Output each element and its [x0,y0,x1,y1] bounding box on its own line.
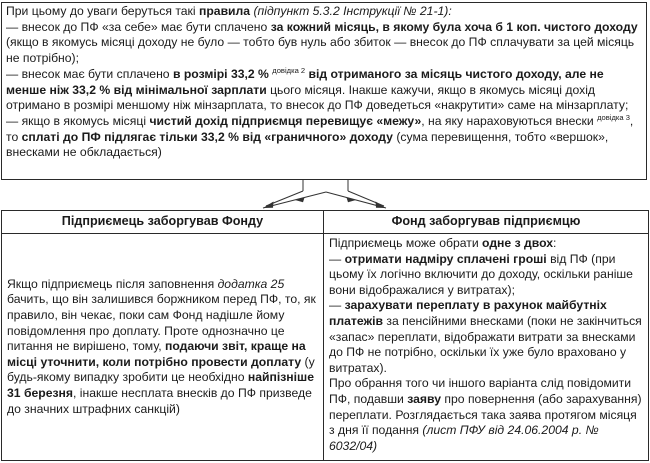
text-segment: за кожний місяць, в якому була хоча б 1 коп. чистого доходу [270,19,638,34]
text-segment: : [553,236,557,250]
text-segment: про повернення (або зарахування) переплати. Розглядається така заява протягом місяця з дня її подання [329,391,642,438]
cell-text-block [329,236,643,454]
text-segment: зарахувати переплату в рахунок майбутніх платежів [329,298,607,328]
cell-fund-owes-entrepreneur [324,234,649,461]
text-segment: правила [198,4,251,18]
text-segment: — [329,251,345,266]
text-segment: — якщо в якомусь місяці [6,113,150,128]
rules-box [1,2,647,180]
text-segment: Підприємець може обрати [329,236,483,250]
text-segment: заяву [407,391,442,406]
text-segment: Якщо підприємець після заповнення [7,276,218,291]
text-segment: (підпункт 5.3.2 Інструкції № 21-1): [253,4,452,18]
cell-text-block [7,277,318,417]
text-segment: найпізніше 31 березня [7,370,314,400]
text-segment: отримати надміру сплачені гроші [344,251,547,266]
footnote-superscript: довідка 3 [597,112,630,122]
text-segment: подаючи звіт, краще на місці уточнити, коли потрібно провести доплату [7,339,306,369]
comparison-table [1,210,649,461]
text-segment: цього місяця. Інакше кажучи, якщо в якомусь місяці дохід отримано в розмірі меншому ніж мінзарплата, то внесок до ПФ доведеться «накрутити» саме на мінзарплату; [6,82,629,113]
text-segment: за пенсійними внесками (поки не закінчиться «запас» переплати, відображати витрати за внесками до ПФ не потрібно, оскільки їх уже було враховано у витратах). [329,313,642,375]
arrowhead-right-tip-icon [376,202,387,209]
text-segment: в розмірі 33,2 % [172,66,273,81]
paragraph [6,4,642,20]
text-segment: При цьому до уваги беруться такі [6,4,199,18]
text-segment: бачить, що він залишився боржником перед ПФ, то, як правило, він чекає, поки сам Фонд надішле йому повідомлення про доплату. Проте однозначно це питання не вирішено, тому, [7,292,316,354]
table-header-row [2,211,649,234]
paragraph [7,277,318,417]
text-segment: Про обрання того чи іншого варіанта слід повідомити ПФ, подавши [329,376,632,406]
paragraph [329,236,643,252]
text-segment: від ПФ (при цьому їх логічно включити до доходу, оскільки раніше вони відображалися у витратах); [329,251,633,297]
arrowhead-right-mid-icon [347,198,357,203]
text-segment: від отриманого за місяць чистого доходу, але не менше ніж 33,2 % від мінімальної зарплати [6,66,604,97]
text-segment: (у будь-якому випадку зробити це необхідно [7,354,315,385]
split-arrow [0,180,650,210]
table-body-row [2,234,649,461]
text-segment: сплаті до ПФ підлягає тільки 33,2 % від «граничного» доходу [21,129,393,144]
text-segment: — внесок має бути сплачено [6,66,173,81]
text-segment: — [329,298,345,313]
text-segment: (якщо в якомусь місяці доходу не було — тобто був нуль або збиток — внесок до ПФ сплачувати за цей місяць не потрібно); [6,35,635,66]
paragraph [6,67,642,114]
column-header-fund-owes-entrepreneur: Фонд заборгував підприємцю [324,211,649,234]
text-segment: , на яку нараховуються внески [421,113,598,128]
arrowhead-left-tip-icon [263,202,274,209]
paragraph [6,114,642,161]
paragraph [329,252,643,299]
text-segment: одне з двох [482,236,554,250]
text-segment: , інакше несплата внесків до ПФ призведе до значних штрафних санкцій) [7,385,312,416]
cell-entrepreneur-owes-fund [2,234,324,461]
text-segment: , то [6,113,634,144]
text-segment: чистий дохід підприємця перевищує «межу» [149,113,422,128]
column-header-entrepreneur-owes-fund: Підприємець заборгував Фонду [2,211,324,234]
text-segment: (лист ПФУ від 24.06.2004 р. № 6032/04) [329,423,599,453]
footnote-superscript: довідка 2 [272,65,306,75]
paragraph [329,298,643,376]
split-fork-arrow-icon [0,180,650,210]
text-segment: — внесок до ПФ «за себе» має бути сплачено [6,19,271,34]
text-segment: (сума перевищення, тобто «вершок», внесками не обкладається) [6,129,609,160]
text-segment: додатка 25 [217,276,285,291]
paragraph [6,20,642,67]
paragraph [329,376,643,454]
